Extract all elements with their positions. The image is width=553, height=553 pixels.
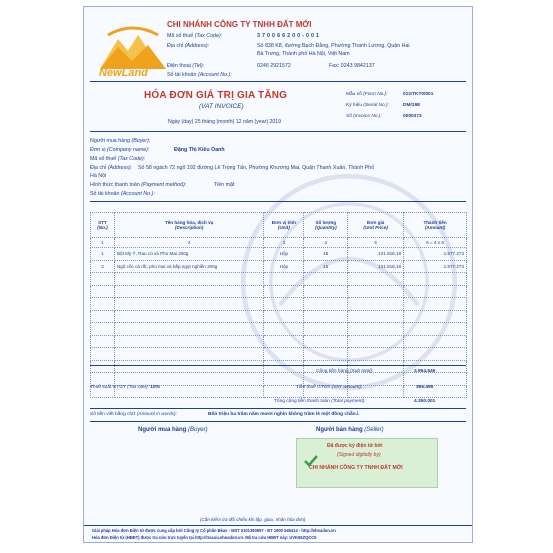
subtotal-value: 3.954.546 — [414, 369, 436, 374]
empty-row — [91, 348, 467, 361]
vat-rate-value: 10% — [150, 385, 160, 390]
seller-address-label: Địa chỉ (Address): — [167, 43, 210, 49]
seller-address-line1: Số 838 K8, đường Bạch Đằng, Phường Thanh Lương, Quận Hai — [257, 43, 410, 49]
seller-phone-label: Điện thoại (Tel): — [167, 63, 205, 69]
invoice-date: Ngày (day) 25 tháng (month) 12 năm (year) 2019 — [168, 119, 282, 125]
col-unit-header: Đơn vị tính (Unit) — [264, 213, 304, 238]
table-row — [91, 248, 467, 261]
row-unit-price: 131.818,18 — [348, 260, 404, 273]
seller-fax: Fax: 0243 9842137 — [329, 63, 375, 69]
row-amount: 1.977.273 — [404, 260, 467, 273]
index-cell: 1 — [91, 238, 115, 248]
empty-row — [91, 310, 467, 323]
row-no: 2 — [91, 260, 115, 273]
row-unit-price: 131.818,18 — [348, 248, 404, 261]
serial-no: DM/19E — [403, 103, 421, 108]
vat-rate-label: Thuế suất GTGT (Tax rate): 10% — [90, 385, 160, 390]
table-top-divider — [90, 201, 466, 202]
index-cell: 5 — [348, 238, 404, 248]
empty-row — [91, 285, 467, 298]
table-row — [91, 260, 467, 273]
buyer-divider — [90, 131, 466, 132]
index-cell: 2 — [114, 238, 263, 248]
footer-divider — [84, 525, 472, 526]
subtotal-label: Cộng tiền hàng (Sub total): — [316, 369, 374, 374]
serial-no-label: Ký hiệu (Serial No.): — [346, 103, 389, 108]
invoice-number: 0000373 — [403, 114, 422, 119]
col-amount-header: Thành tiền (Amount) — [404, 213, 467, 238]
logo-wordmark: NewLand — [99, 67, 148, 79]
amount-in-words: Bốn triệu ba trăm năm mươi nghìn không trăm lẻ một đồng chẵn./. — [208, 412, 360, 417]
col-no-header: STT (No.) — [91, 213, 115, 238]
invoice-page — [83, 6, 473, 543]
col-qty-header: Số lượng (Quantity) — [304, 213, 348, 238]
buyer-label: Người mua hàng (Buyer): — [90, 138, 151, 144]
words-divider — [90, 408, 466, 409]
footer-provider-line: Giải pháp Hóa đơn Điện tử được cung cấp bởi Công ty Cổ phần Bkav - MST 0101360697 - ĐT 1900 545414 - http://ehoadon.vn — [92, 528, 336, 533]
seller-phone: 0246 2921572 — [257, 63, 291, 69]
totals-divider — [90, 365, 466, 366]
row-quantity: 15 — [304, 260, 348, 273]
table-header-row — [91, 213, 467, 238]
buyer-company-label: Đơn vị (Company name): — [90, 147, 150, 153]
row-unit: Hộp — [264, 260, 304, 273]
row-unit: Hộp — [264, 248, 304, 261]
col-price-header: Đơn giá (Unit Price) — [348, 213, 404, 238]
index-cell: 4 — [304, 238, 348, 248]
buyer-account-label: Số tài khoản (Account No.): — [90, 191, 155, 197]
seller-tax-code: 3 7 0 0 6 6 2 0 0 - 0 0 1 — [257, 33, 320, 39]
row-amount: 1.977.273 — [404, 248, 467, 261]
vat-amount-value: 395.455 — [416, 385, 434, 390]
digital-signature-box — [296, 438, 438, 488]
empty-row — [91, 335, 467, 348]
buyer-address-label: Địa chỉ (Address): — [90, 165, 133, 171]
footer-lookup-line: Hóa đơn Điện tử (HĐĐT) được tra cứu trực tuyến tại http://tracuu.ehoadon.vn. Mã tra cứu HĐĐT này: UVK65ZQCC5 — [92, 535, 317, 540]
invoice-subtitle: (VAT INVOICE) — [199, 103, 244, 110]
payment-method-label: Hình thức thanh toán (Payment method): — [90, 182, 187, 188]
amount-in-words-label: Số tiền viết bằng chữ (Amount in words): — [90, 412, 177, 417]
items-table — [90, 212, 467, 398]
header-divider — [90, 81, 466, 82]
empty-row — [91, 273, 467, 286]
col-desc-header: Tên hàng hóa, dịch vụ (Description) — [114, 213, 263, 238]
vat-amount-label: Tiền thuế GTGT (VAT amount): — [296, 385, 363, 390]
total-payment-value: 4.350.001 — [414, 399, 436, 404]
buyer-tax-label: Mã số thuế (Tax Code): — [90, 156, 146, 162]
verification-note: (Cần kiểm tra đối chiếu khi lập, giao, nhận hóa đơn) — [200, 517, 306, 522]
empty-row — [91, 298, 467, 311]
signer-name: CHI NHÁNH CÔNG TY TNHH ĐẤT MỚI — [309, 465, 403, 471]
empty-row — [91, 323, 467, 336]
empty-row — [91, 373, 467, 386]
index-cell: 6 = 4 x 5 — [404, 238, 467, 248]
row-description: Bột Mỳ Ý, Rau củ và Pho Mai 200g — [114, 248, 263, 261]
signed-by-en: (Signed digitally by) — [337, 452, 381, 458]
empty-row — [91, 360, 467, 373]
seller-address-line2: Bà Trưng, Thành phố Hà Nội, Việt Nam — [257, 51, 350, 57]
signed-by-vi: Đã được ký điện tử bởi — [327, 443, 383, 449]
signature-divider — [90, 421, 466, 422]
buyer-signature-label: Người mua hàng (Buyer) — [138, 427, 208, 433]
form-no: 01GTKT0/001 — [403, 92, 434, 97]
table-index-row — [91, 238, 467, 248]
row-quantity: 15 — [304, 248, 348, 261]
seller-account-label: Số tài khoản (Account No.): — [167, 72, 232, 78]
seller-company-name: CHI NHÁNH CÔNG TY TNHH ĐẤT MỚI — [167, 20, 312, 29]
row-no: 1 — [91, 248, 115, 261]
buyer-address-line1: Số 58 ngách 72 ngõ 192 đường Lê Trọng Tấn, Phường Khương Mai, Quận Thanh Xuân, Thành Phố — [138, 165, 375, 171]
seller-tax-label: Mã số thuế (Tax Code): — [167, 33, 223, 39]
total-payment-label: Tổng cộng tiền thanh toán (Total payment): — [274, 399, 366, 404]
buyer-address-line2: Hà Nội — [90, 173, 107, 179]
row-description: Ngũ cốc cà rốt, pho mai và bắp ngọt nghiền 200g — [114, 260, 263, 273]
invoice-number-label: Số (Invoice No.): — [346, 114, 382, 119]
invoice-title: HÓA ĐƠN GIÁ TRỊ GIA TĂNG — [144, 90, 288, 101]
seller-signature-label: Người bán hàng (Seller) — [316, 427, 384, 433]
index-cell: 3 — [264, 238, 304, 248]
payment-method: Tiền mặt — [214, 182, 235, 188]
buyer-company-name: Đặng Thị Kiều Oanh — [174, 147, 225, 153]
form-no-label: Mẫu số (Form No.): — [346, 92, 388, 97]
